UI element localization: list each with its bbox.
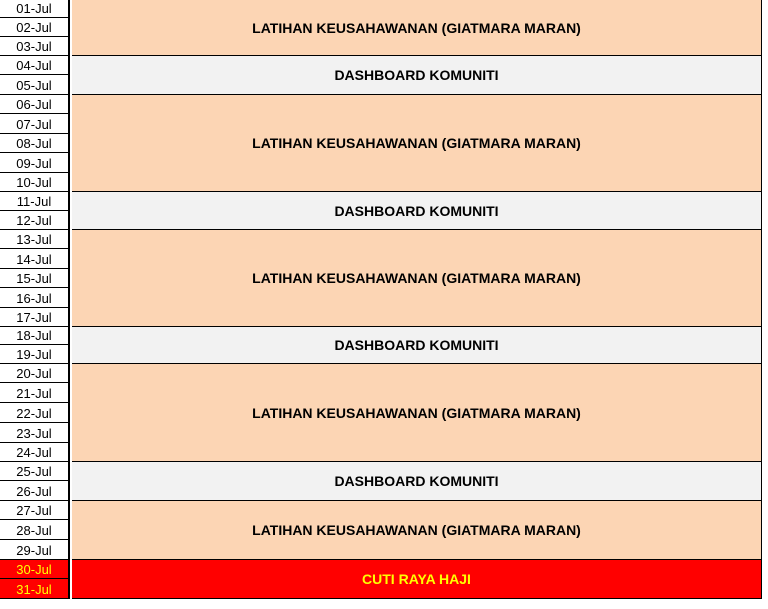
activity-block-entrepreneur-training[interactable]: LATIHAN KEUSAHAWANAN (GIATMARA MARAN) xyxy=(72,501,762,560)
date-cell[interactable]: 19-Jul xyxy=(0,345,70,364)
date-cell[interactable]: 24-Jul xyxy=(0,443,70,462)
date-cell[interactable]: 27-Jul xyxy=(0,501,70,520)
date-cell[interactable]: 12-Jul xyxy=(0,211,70,230)
date-cell[interactable]: 06-Jul xyxy=(0,95,70,114)
activity-block-entrepreneur-training[interactable]: LATIHAN KEUSAHAWANAN (GIATMARA MARAN) xyxy=(72,364,762,462)
date-cell[interactable]: 14-Jul xyxy=(0,249,70,269)
date-cell[interactable]: 29-Jul xyxy=(0,540,70,560)
date-cell[interactable]: 05-Jul xyxy=(0,75,70,95)
date-cell[interactable]: 25-Jul xyxy=(0,462,70,481)
date-cell[interactable]: 21-Jul xyxy=(0,383,70,403)
date-cell[interactable]: 22-Jul xyxy=(0,403,70,423)
date-cell[interactable]: 01-Jul xyxy=(0,0,70,18)
date-cell[interactable]: 18-Jul xyxy=(0,327,70,345)
date-cell-holiday[interactable]: 31-Jul xyxy=(0,579,70,599)
date-cell[interactable]: 13-Jul xyxy=(0,230,70,249)
activity-block-entrepreneur-training[interactable]: LATIHAN KEUSAHAWANAN (GIATMARA MARAN) xyxy=(72,0,762,56)
date-cell[interactable]: 20-Jul xyxy=(0,364,70,383)
date-cell[interactable]: 16-Jul xyxy=(0,288,70,308)
activity-block-entrepreneur-training[interactable]: LATIHAN KEUSAHAWANAN (GIATMARA MARAN) xyxy=(72,95,762,192)
date-cell[interactable]: 04-Jul xyxy=(0,56,70,75)
date-cell-holiday[interactable]: 30-Jul xyxy=(0,560,70,579)
date-cell[interactable]: 03-Jul xyxy=(0,37,70,56)
activity-block-community-dashboard[interactable]: DASHBOARD KOMUNITI xyxy=(72,327,762,364)
date-cell[interactable]: 07-Jul xyxy=(0,114,70,134)
date-cell[interactable]: 26-Jul xyxy=(0,481,70,501)
date-cell[interactable]: 15-Jul xyxy=(0,269,70,288)
activity-block-entrepreneur-training[interactable]: LATIHAN KEUSAHAWANAN (GIATMARA MARAN) xyxy=(72,230,762,327)
date-cell[interactable]: 11-Jul xyxy=(0,192,70,211)
date-cell[interactable]: 17-Jul xyxy=(0,308,70,327)
date-cell[interactable]: 02-Jul xyxy=(0,18,70,37)
activity-block-community-dashboard[interactable]: DASHBOARD KOMUNITI xyxy=(72,56,762,95)
date-cell[interactable]: 23-Jul xyxy=(0,423,70,443)
activity-block-community-dashboard[interactable]: DASHBOARD KOMUNITI xyxy=(72,192,762,230)
activity-block-community-dashboard[interactable]: DASHBOARD KOMUNITI xyxy=(72,462,762,501)
activity-block-holiday[interactable]: CUTI RAYA HAJI xyxy=(72,560,762,599)
date-cell[interactable]: 09-Jul xyxy=(0,153,70,173)
date-cell[interactable]: 28-Jul xyxy=(0,520,70,540)
date-cell[interactable]: 08-Jul xyxy=(0,134,70,153)
date-cell[interactable]: 10-Jul xyxy=(0,173,70,192)
